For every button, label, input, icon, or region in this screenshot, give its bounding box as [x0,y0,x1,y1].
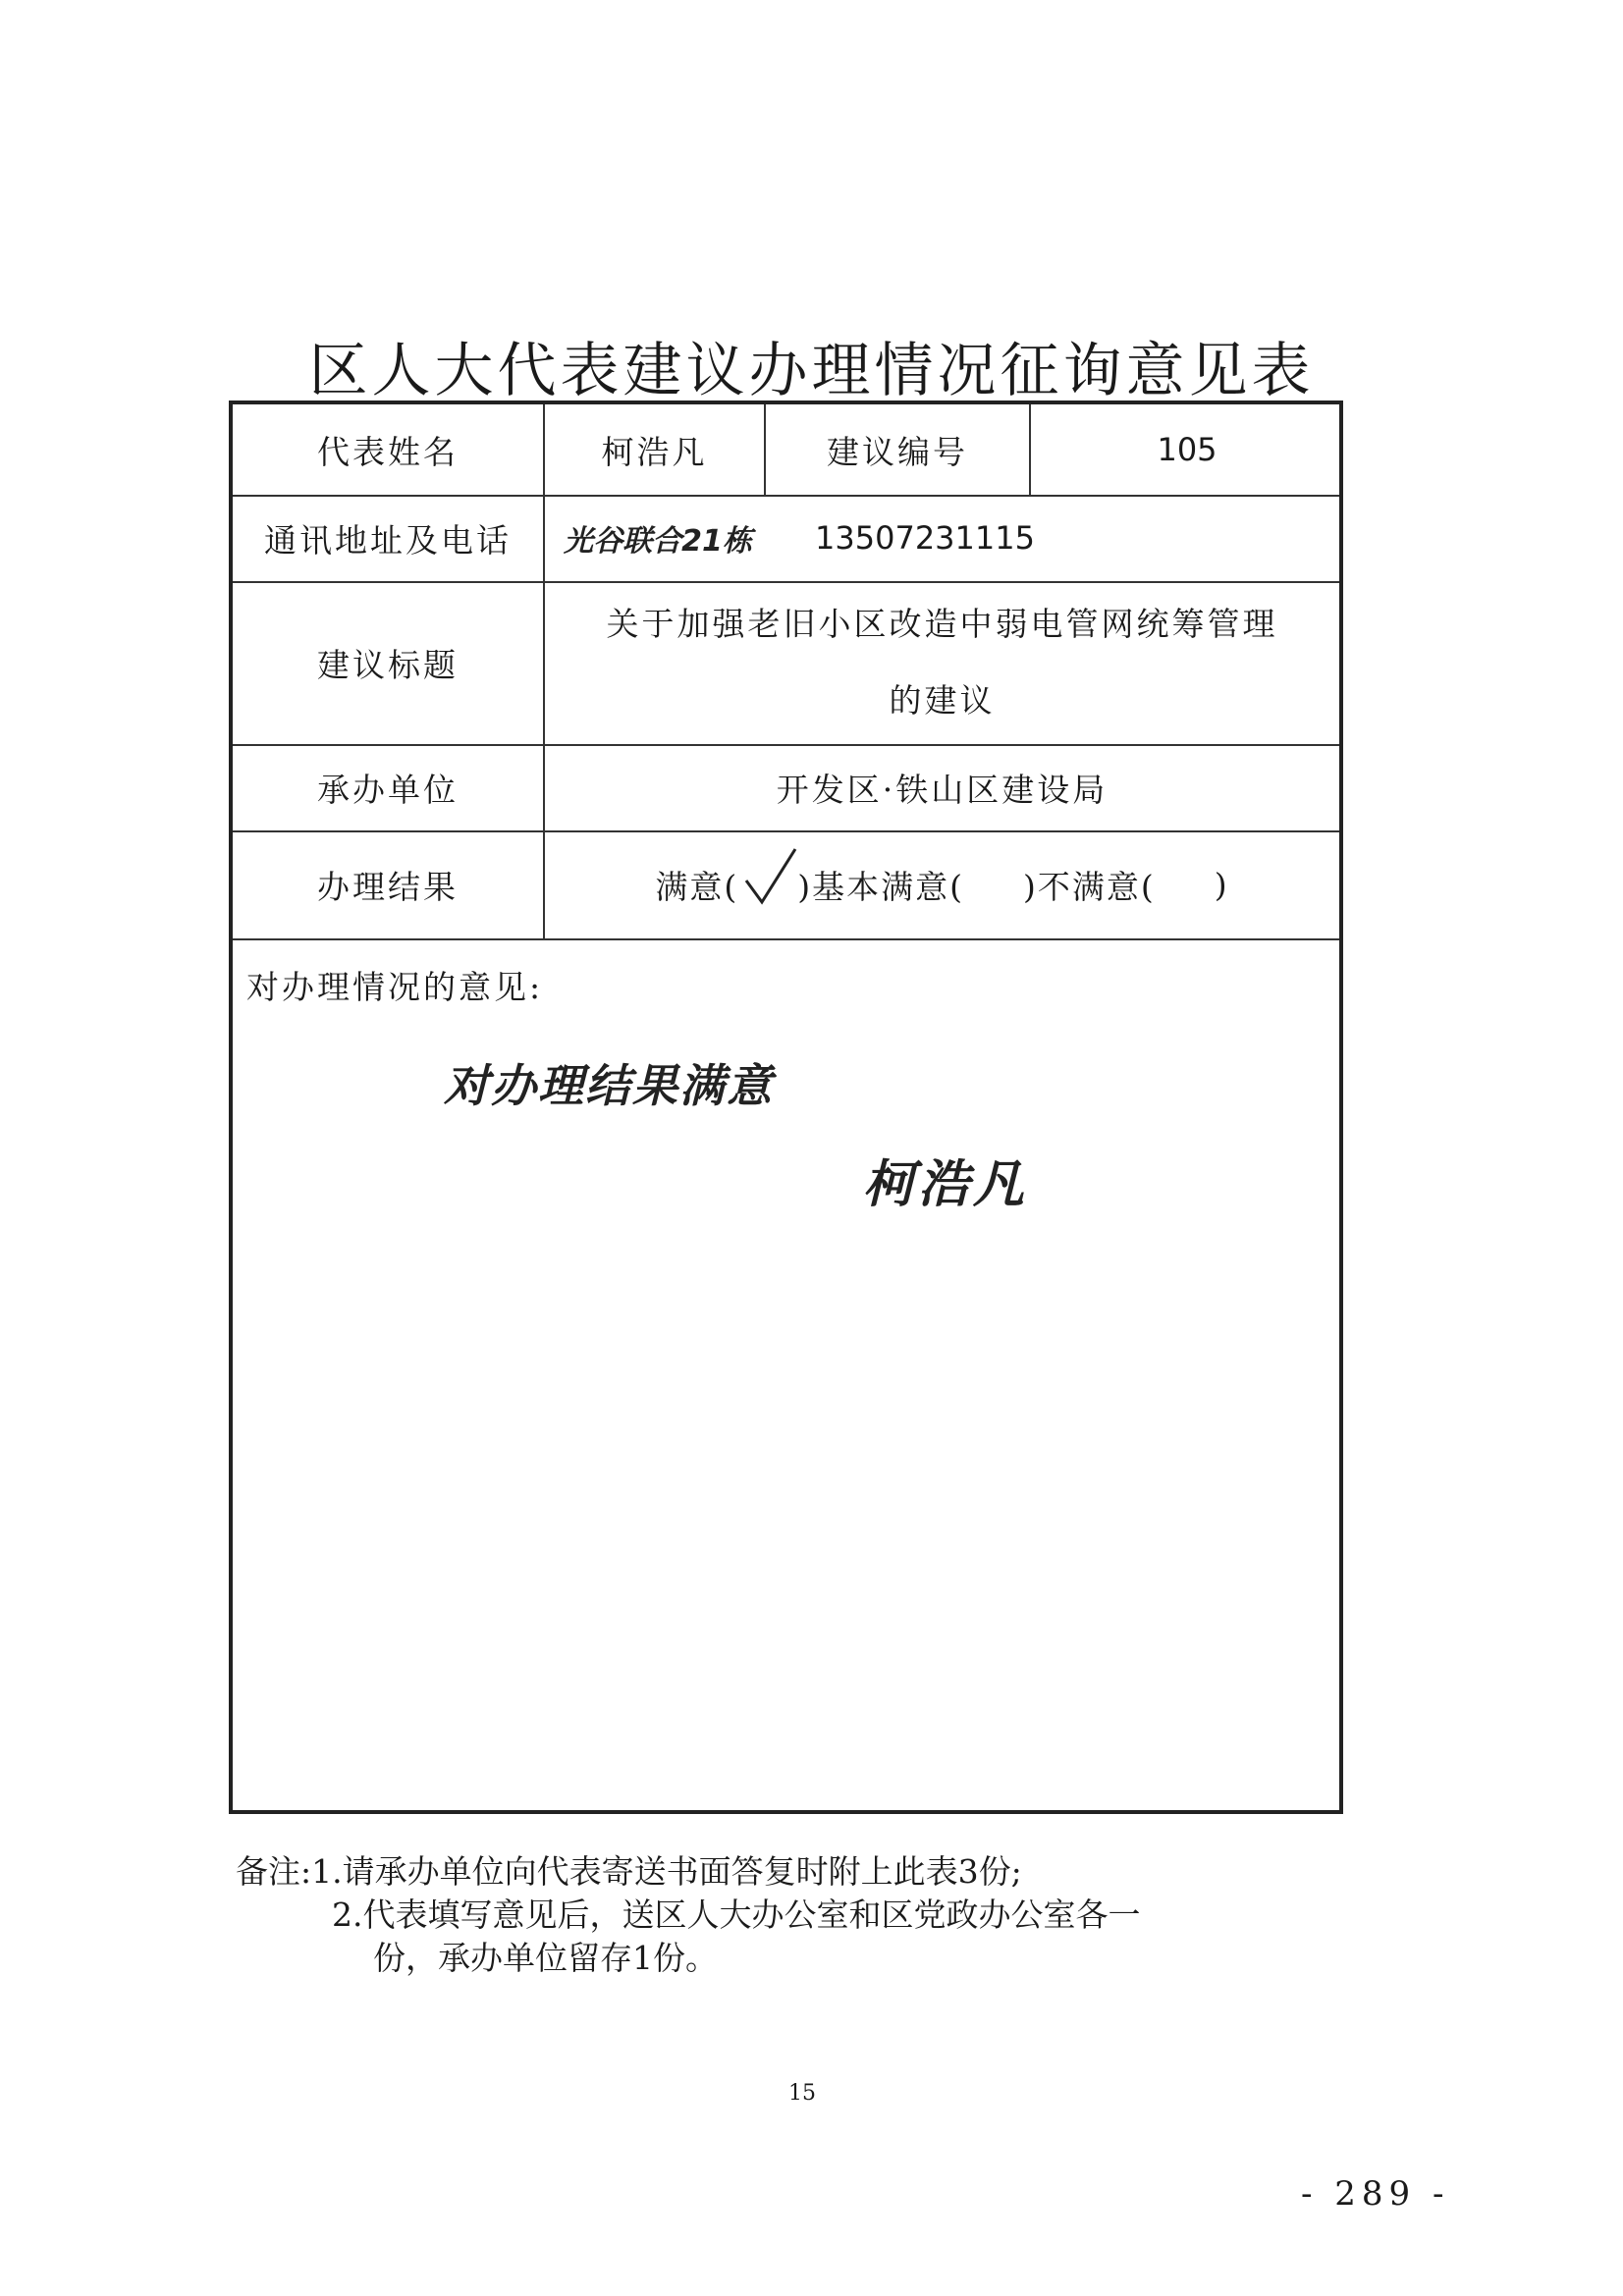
option-close: ) [1214,865,1229,904]
note-line-3: 份，承办单位留存1份。 [373,1939,718,1977]
form-title: 区人大代表建议办理情况征询意见表 [308,337,1315,405]
result-options [545,830,1339,938]
row-representative [233,404,1339,497]
note-line-1: 备注:1.请承办单位向代表寄送书面答复时附上此表3份; [236,1852,1022,1891]
subject-label: 建议标题 [233,581,545,744]
rep-name-value: 柯浩凡 [545,404,766,495]
note-line-2: 2.代表填写意见后，送区人大办公室和区党政办公室各一 [332,1896,1141,1934]
notes [236,1850,1141,1980]
subject-value [545,581,1339,744]
phone-value: 13507231115 [815,519,1035,557]
contact-label: 通讯地址及电话 [233,495,545,581]
row-result [233,830,1339,940]
opinion-label: 对办理情况的意见: [246,968,544,1006]
row-subject [233,581,1339,746]
opinion-text: 对办理结果满意 [444,1059,774,1112]
page-number-small: 15 [788,2081,816,2106]
option-basic-satisfied: )基本满意( [797,867,964,906]
checkmark-icon [742,847,801,908]
dept-value: 开发区·铁山区建设局 [776,770,1109,809]
page-number: - 289 - [1301,2174,1450,2214]
row-contact [233,495,1339,583]
opinion-form [229,400,1343,1814]
suggestion-no-value: 105 [1157,431,1217,468]
option-satisfied-box [738,865,797,904]
option-satisfied: 满意( [655,867,739,906]
row-department [233,744,1339,832]
subject-line-2: 的建议 [889,681,996,720]
address-value: 光谷联合21栋 [564,524,752,559]
option-unsatisfied: )不满意( [1023,867,1156,906]
suggestion-no-label: 建议编号 [766,404,1031,495]
signature: 柯浩凡 [863,1155,1029,1214]
rep-name-label: 代表姓名 [233,404,545,495]
result-label: 办理结果 [233,830,545,938]
dept-label: 承办单位 [233,744,545,830]
subject-line-1: 关于加强老旧小区改造中弱电管网统筹管理 [606,605,1278,643]
